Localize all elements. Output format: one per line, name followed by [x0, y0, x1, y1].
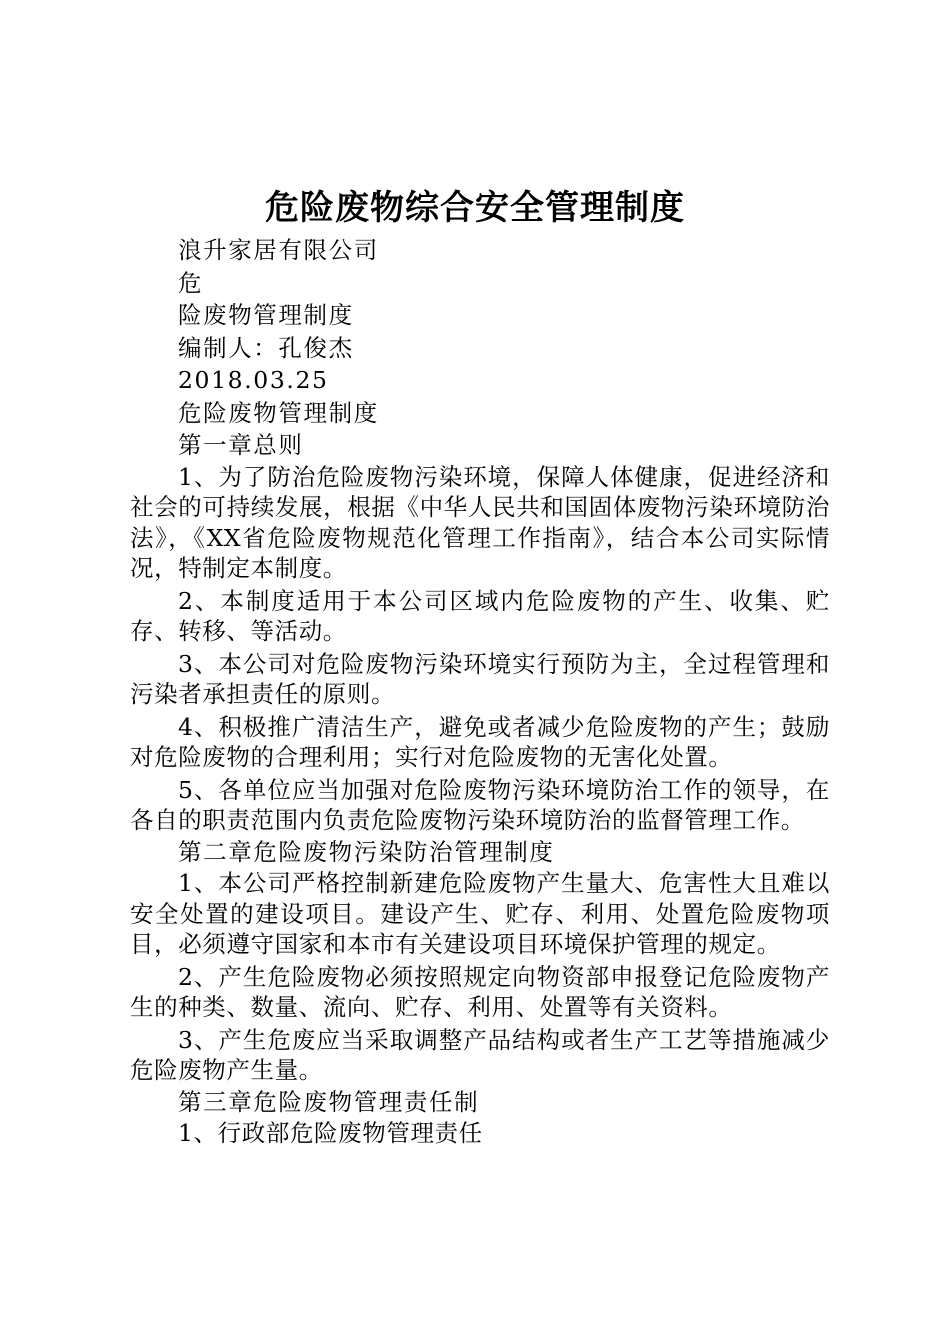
chapter1-paragraph: 2、本制度适用于本公司区域内危险废物的产生、收集、贮存、转移、等活动。: [130, 586, 830, 645]
header-line-doc-name: 险废物管理制度: [178, 301, 354, 329]
header-line-fragment: 危: [178, 268, 204, 297]
chapter1-heading: 第一章总则: [178, 431, 304, 459]
chapter1-paragraph: 4、积极推广清洁生产，避免或者减少危险废物的产生；鼓励对危险废物的合理利用；实行对危险废物的无害化处置。: [130, 712, 830, 771]
company-name: 浪升家居有限公司: [178, 236, 379, 264]
section-title: 危险废物管理制度: [178, 398, 379, 427]
date-line: 2018.03.25: [178, 366, 329, 394]
document-body: [130, 234, 830, 1149]
chapter1-paragraph: 1、为了防治危险废物污染环境，保障人体健康，促进经济和社会的可持续发展，根据《中华人民共和国固体废物污染环境防治法》，《XX省危险废物规范化管理工作指南》，结合本公司实际情况，特制定本制度。: [130, 462, 830, 582]
author-line: 编制人：孔俊杰: [178, 333, 354, 362]
chapter2-heading: 第二章危险废物污染防治管理制度: [178, 837, 555, 866]
chapter2-paragraph: 2、产生危险废物必须按照规定向物资部申报登记危险废物产生的种类、数量、流向、贮存、利用、处置等有关资料。: [130, 962, 830, 1021]
chapter3-heading: 第三章危险废物管理责任制: [178, 1087, 480, 1116]
chapter2-paragraph: 1、本公司严格控制新建危险废物产生量大、危害性大且难以安全处置的建设项目。建设产生、贮存、利用、处置危险废物项目，必须遵守国家和本市有关建设项目环境保护管理的规定。: [130, 869, 830, 958]
chapter2-paragraph: 3、产生危废应当采取调整产品结构或者生产工艺等措施减少危险废物产生量。: [130, 1025, 830, 1084]
document-title: 危险废物综合安全管理制度: [265, 188, 685, 228]
chapter1-paragraph: 5、各单位应当加强对危险废物污染环境防治工作的领导，在各自的职责范围内负责危险废物污染环境防治的监督管理工作。: [130, 775, 830, 834]
chapter1-paragraph: 3、本公司对危险废物污染环境实行预防为主，全过程管理和污染者承担责任的原则。: [130, 649, 830, 708]
chapter3-paragraph: 1、行政部危险废物管理责任: [178, 1119, 483, 1147]
